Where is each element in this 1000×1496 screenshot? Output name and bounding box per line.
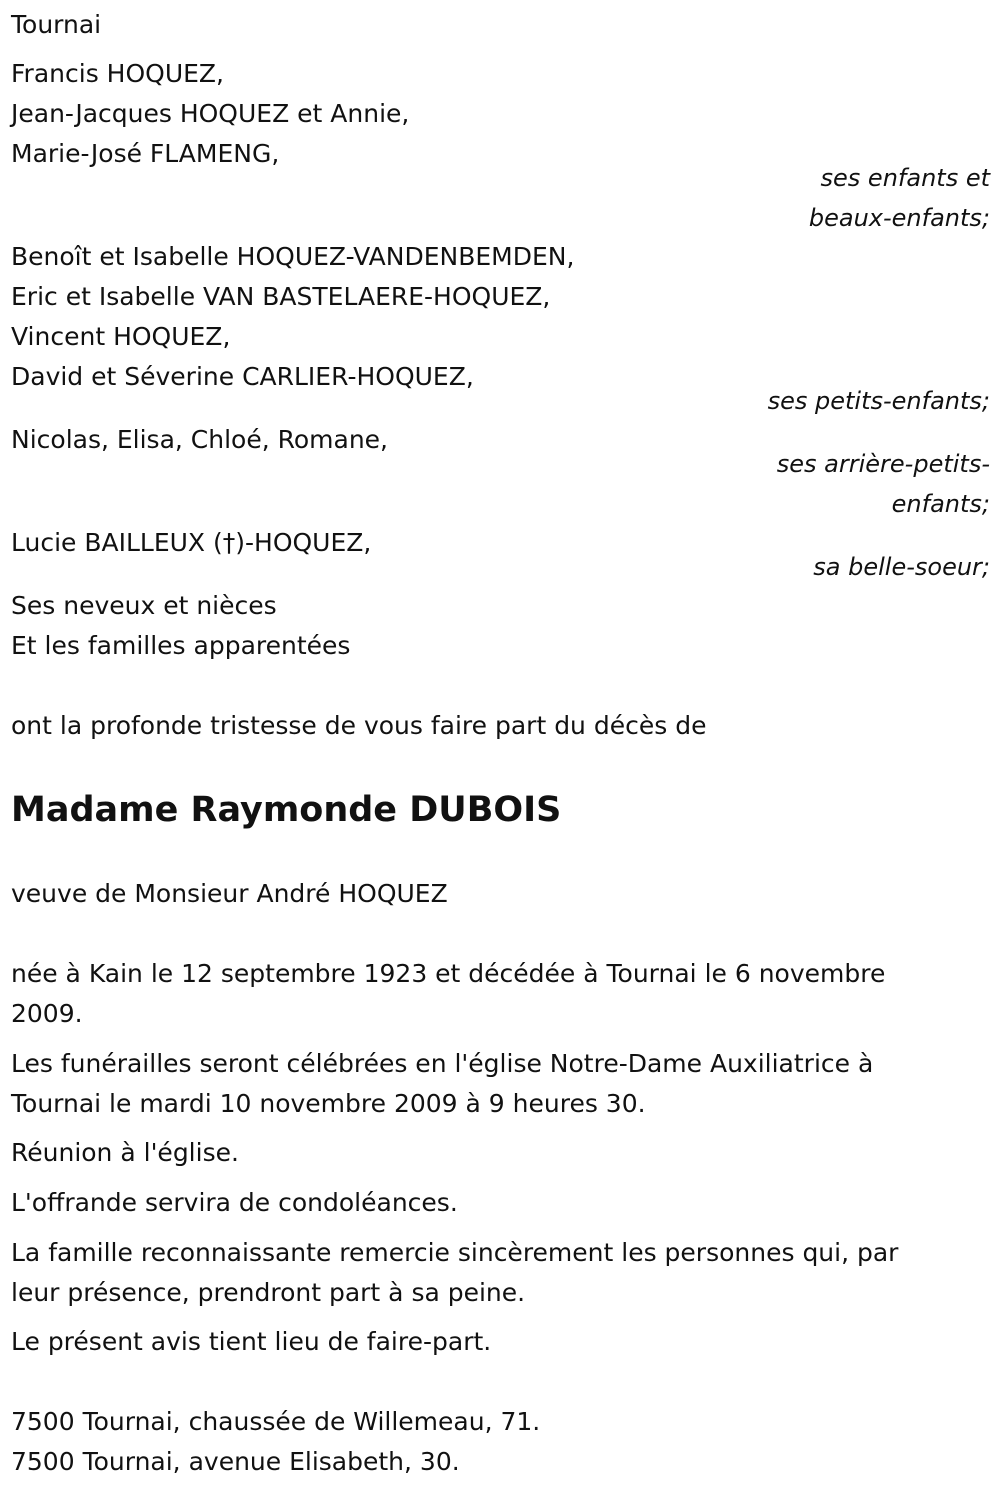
notice-text: Le présent avis tient lieu de faire-part.: [11, 1327, 492, 1356]
widow-of-text: veuve de Monsieur André HOQUEZ: [11, 879, 448, 908]
thanks-text: La famille reconnaissante remercie sincèrement les personnes qui, par: [11, 1238, 899, 1267]
child-name: Jean-Jacques HOQUEZ et Annie,: [11, 99, 410, 128]
grandchild-name: Vincent HOQUEZ,: [11, 322, 231, 351]
announcement-text: ont la profonde tristesse de vous faire part du décès de: [11, 711, 707, 740]
birth-death-text: 2009.: [11, 999, 83, 1028]
offering-text: L'offrande servira de condoléances.: [11, 1188, 458, 1217]
other-relatives: Ses neveux et nièces: [11, 591, 277, 620]
city-heading: Tournai: [11, 10, 102, 39]
relation-label-grandchildren: ses petits-enfants;: [767, 387, 990, 415]
thanks-text: leur présence, prendront part à sa peine.: [11, 1278, 526, 1307]
relation-label-great-grandchildren: ses arrière-petits-: [776, 450, 990, 478]
great-grandchildren-names: Nicolas, Elisa, Chloé, Romane,: [11, 425, 389, 454]
grandchild-name: Eric et Isabelle VAN BASTELAERE-HOQUEZ,: [11, 282, 551, 311]
address-line: 7500 Tournai, chaussée de Willemeau, 71.: [11, 1407, 541, 1436]
grandchild-name: Benoît et Isabelle HOQUEZ-VANDENBEMDEN,: [11, 242, 575, 271]
birth-death-text: née à Kain le 12 septembre 1923 et décédée à Tournai le 6 novembre: [11, 959, 886, 988]
funeral-text: Les funérailles seront célébrées en l'église Notre-Dame Auxiliatrice à: [11, 1049, 874, 1078]
child-name: Marie-José FLAMENG,: [11, 139, 280, 168]
relation-label-great-grandchildren: enfants;: [891, 490, 990, 518]
relation-label-sister-in-law: sa belle-soeur;: [813, 553, 990, 581]
sister-in-law-name: Lucie BAILLEUX (†)-HOQUEZ,: [11, 528, 372, 557]
other-relatives: Et les familles apparentées: [11, 631, 351, 660]
deceased-name: Madame Raymonde DUBOIS: [11, 790, 562, 830]
meeting-text: Réunion à l'église.: [11, 1138, 239, 1167]
grandchild-name: David et Séverine CARLIER-HOQUEZ,: [11, 362, 474, 391]
funeral-text: Tournai le mardi 10 novembre 2009 à 9 heures 30.: [11, 1089, 646, 1118]
address-line: 7500 Tournai, avenue Elisabeth, 30.: [11, 1447, 460, 1476]
child-name: Francis HOQUEZ,: [11, 59, 224, 88]
relation-label-children: beaux-enfants;: [808, 204, 990, 232]
relation-label-children: ses enfants et: [820, 164, 990, 192]
